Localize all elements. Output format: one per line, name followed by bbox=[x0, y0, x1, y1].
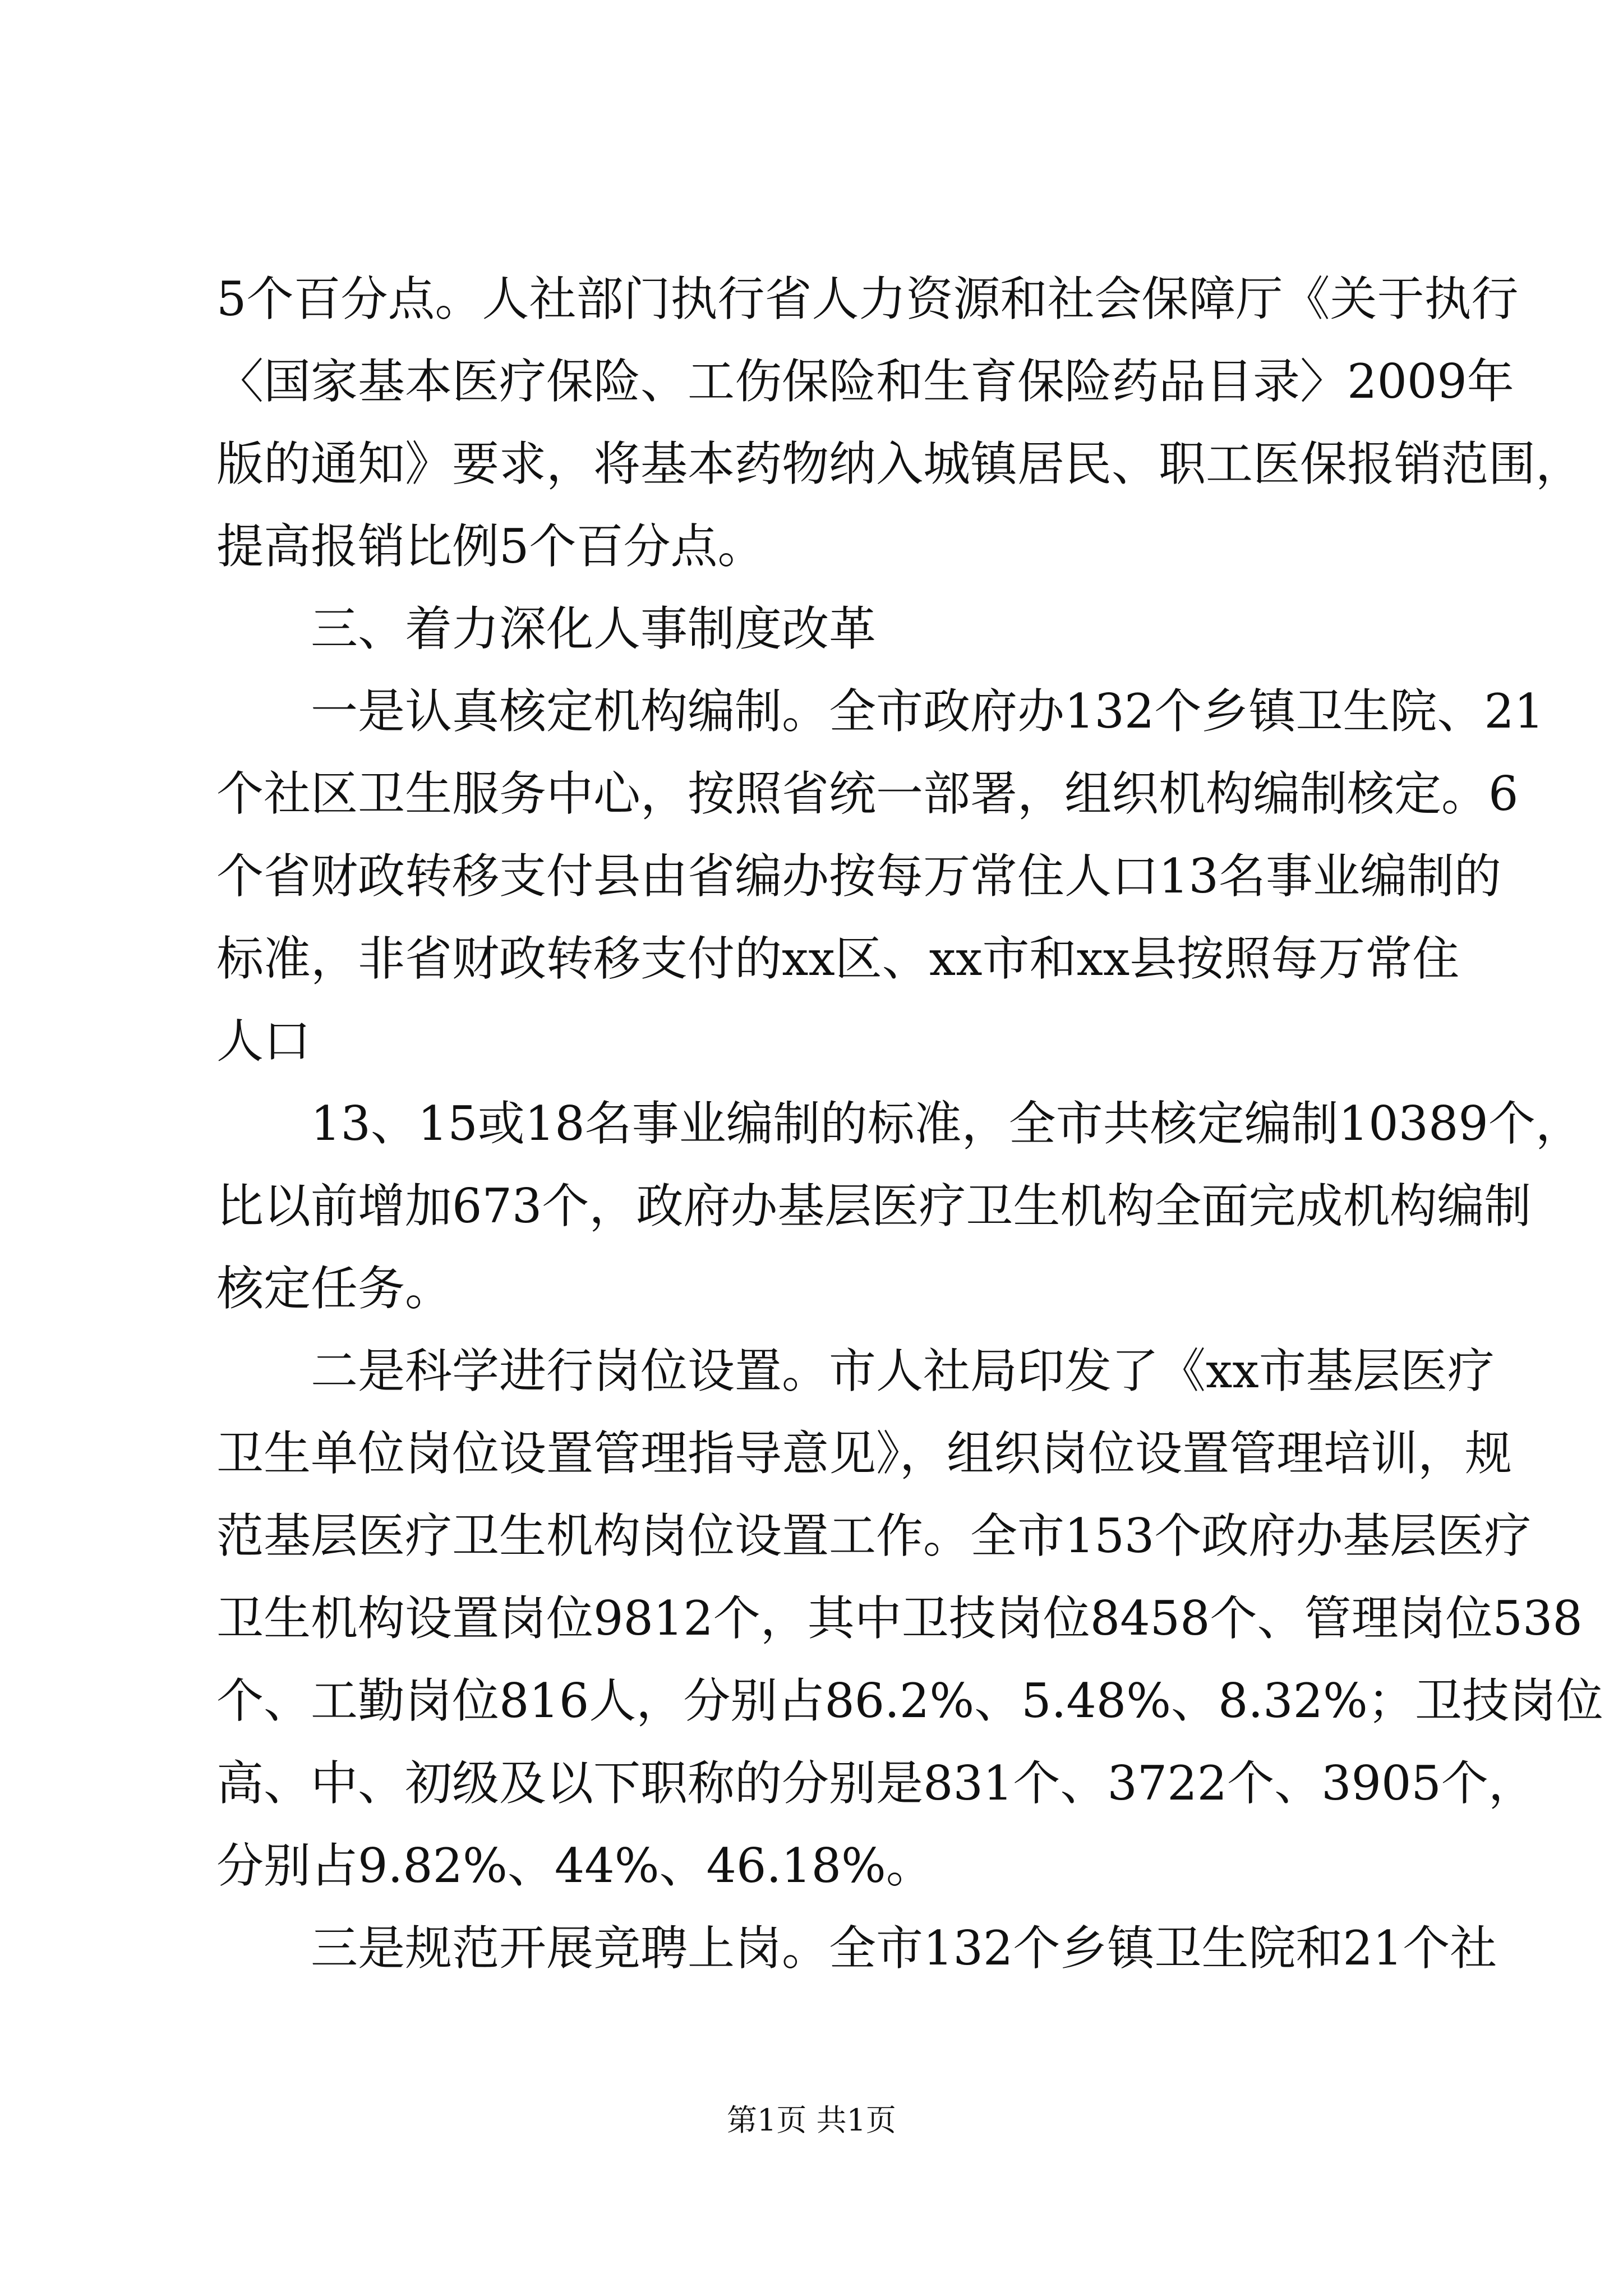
text-line: 标准，非省财政转移支付的xx区、xx市和xx县按照每万常住 bbox=[216, 931, 1460, 986]
text-line: 卫生单位岗位设置管理指导意见》，组织岗位设置管理培训，规 bbox=[216, 1426, 1513, 1481]
document-body bbox=[216, 258, 1603, 1990]
text-line: 比以前增加673个，政府办基层医疗卫生机构全面完成机构编制 bbox=[216, 1179, 1532, 1234]
page-number-label: 第1页 共1页 bbox=[727, 2102, 896, 2138]
text-line: 三是规范开展竞聘上岗。全市132个乡镇卫生院和21个社 bbox=[311, 1921, 1497, 1976]
section-heading: 三、着力深化人事制度改革 bbox=[311, 601, 877, 656]
text-line: 提高报销比例5个百分点。 bbox=[216, 519, 765, 574]
text-line: 个、工勤岗位816人，分别占86.2%、5.48%、8.32%；卫技岗位 bbox=[216, 1673, 1603, 1728]
page-footer bbox=[0, 2101, 1623, 2140]
text-line: 人口 bbox=[216, 1014, 311, 1069]
text-line: 13、15或18名事业编制的标准，全市共核定编制10389个， bbox=[311, 1096, 1583, 1151]
text-line: 范基层医疗卫生机构岗位设置工作。全市153个政府办基层医疗 bbox=[216, 1508, 1532, 1563]
text-line: 个省财政转移支付县由省编办按每万常住人口13名事业编制的 bbox=[216, 849, 1501, 904]
text-line: 个社区卫生服务中心，按照省统一部署，组织机构编制核定。6 bbox=[216, 766, 1519, 821]
text-line: 二是科学进行岗位设置。市人社局印发了《xx市基层医疗 bbox=[311, 1343, 1495, 1398]
text-line: 〈国家基本医疗保险、工伤保险和生育保险药品目录〉2009年 bbox=[216, 354, 1514, 409]
text-line: 核定任务。 bbox=[216, 1261, 453, 1316]
text-line: 高、中、初级及以下职称的分别是831个、3722个、3905个， bbox=[216, 1756, 1536, 1811]
text-line: 版的通知》要求，将基本药物纳入城镇居民、职工医保报销范围， bbox=[216, 436, 1583, 491]
text-line: 分别占9.82%、44%、46.18%。 bbox=[216, 1838, 933, 1893]
text-line: 卫生机构设置岗位9812个，其中卫技岗位8458个、管理岗位538 bbox=[216, 1591, 1583, 1646]
text-line: 5个百分点。人社部门执行省人力资源和社会保障厅《关于执行 bbox=[216, 272, 1519, 326]
text-line: 一是认真核定机构编制。全市政府办132个乡镇卫生院、21 bbox=[311, 684, 1544, 739]
